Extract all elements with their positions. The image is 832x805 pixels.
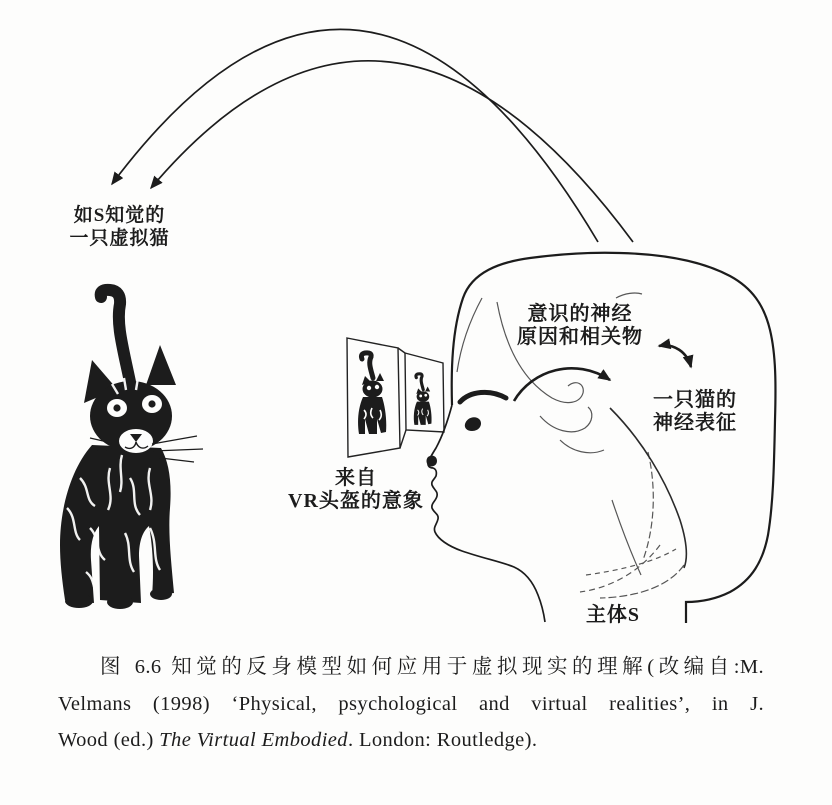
caption-line-1: 图 6.6 知觉的反身模型如何应用于虚拟现实的理解(改编自:M. — [100, 656, 764, 678]
feedback-arcs-icon — [112, 29, 633, 242]
caption-book-title: The Virtual Embodied — [159, 729, 348, 751]
label-vr-imagery — [282, 467, 430, 513]
label-vr-imagery-line2: VR头盔的意象 — [288, 490, 424, 512]
label-neural-causes-line1: 意识的神经 — [527, 303, 633, 325]
label-cat-representation-line2: 神经表征 — [653, 412, 737, 434]
label-neural-causes-line2: 原因和相关物 — [517, 326, 643, 348]
label-subject-s — [578, 604, 648, 627]
caption-line-3-prefix: Wood (ed.) — [58, 729, 160, 751]
label-perceived-cat-line2: 一只虚拟猫 — [69, 228, 170, 249]
double-curved-arrow-icon — [659, 345, 691, 367]
perception-arrow-icon — [514, 368, 610, 401]
vr-screen-cat-left — [358, 353, 386, 434]
caption-line-2: Velmans (1998) ‘Physical, psychological and virtual realities’, in J. — [58, 693, 764, 715]
virtual-cat-illustration — [60, 290, 203, 609]
label-vr-imagery-line1: 来自 — [335, 467, 377, 489]
vr-screen-cat-right — [414, 374, 432, 425]
eye — [465, 417, 481, 431]
caption-line-3 — [58, 728, 764, 752]
label-perceived-cat-line1: 如S知觉的 — [73, 205, 166, 226]
label-perceived-cat — [52, 204, 187, 250]
label-neural-causes — [498, 303, 662, 349]
caption-line-3-suffix: . London: Routledge). — [347, 729, 538, 751]
eyebrow — [460, 392, 506, 402]
label-cat-representation — [635, 389, 755, 435]
label-subject-s-text: 主体S — [585, 604, 641, 626]
label-cat-representation-line1: 一只猫的 — [653, 389, 737, 411]
